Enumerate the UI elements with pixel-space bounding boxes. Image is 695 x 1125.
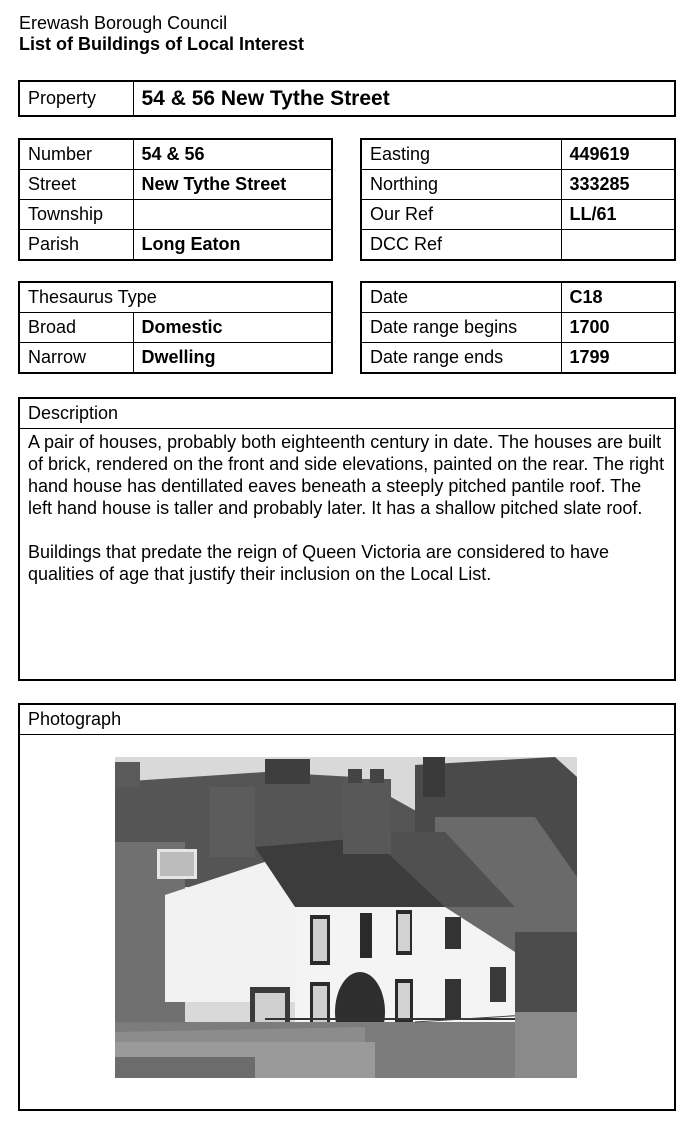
narrow-label: Narrow bbox=[19, 343, 133, 374]
northing-value: 333285 bbox=[561, 170, 675, 200]
number-value: 54 & 56 bbox=[133, 139, 332, 170]
our-ref-value: LL/61 bbox=[561, 200, 675, 230]
parish-value: Long Eaton bbox=[133, 230, 332, 261]
table-row bbox=[361, 200, 675, 230]
date-value: C18 bbox=[561, 282, 675, 313]
table-row bbox=[19, 170, 332, 200]
broad-label: Broad bbox=[19, 313, 133, 343]
easting-value: 449619 bbox=[561, 139, 675, 170]
township-value bbox=[133, 200, 332, 230]
thesaurus-table bbox=[18, 281, 333, 374]
date-begins-label: Date range begins bbox=[361, 313, 561, 343]
township-label: Township bbox=[19, 200, 133, 230]
table-row bbox=[19, 139, 332, 170]
number-label: Number bbox=[19, 139, 133, 170]
description-box bbox=[18, 397, 676, 681]
property-label: Property bbox=[19, 81, 133, 116]
table-row bbox=[361, 139, 675, 170]
dcc-ref-value bbox=[561, 230, 675, 261]
description-body bbox=[20, 429, 674, 585]
table-row bbox=[361, 343, 675, 374]
date-ends-label: Date range ends bbox=[361, 343, 561, 374]
description-paragraph: A pair of houses, probably both eighteenth century in date. The houses are built of brick, rendered on the front and side elevations, painted on the rear. The right hand house has dentillated eaves beneath a steeply pitched pantile roof. The left hand house is taller and probably later. It has a shallow pitched slate roof. bbox=[28, 432, 665, 518]
date-label: Date bbox=[361, 282, 561, 313]
date-ends-value: 1799 bbox=[561, 343, 675, 374]
dcc-ref-label: DCC Ref bbox=[361, 230, 561, 261]
table-row bbox=[19, 343, 332, 374]
parish-label: Parish bbox=[19, 230, 133, 261]
property-table bbox=[18, 80, 676, 117]
table-row bbox=[361, 282, 675, 313]
table-row bbox=[361, 230, 675, 261]
property-value: 54 & 56 New Tythe Street bbox=[133, 81, 675, 116]
broad-value: Domestic bbox=[133, 313, 332, 343]
description-paragraph: Buildings that predate the reign of Queen Victoria are considered to have qualities of age that justify their inclusion on the Local List. bbox=[28, 542, 610, 584]
easting-label: Easting bbox=[361, 139, 561, 170]
date-begins-value: 1700 bbox=[561, 313, 675, 343]
dates-table bbox=[360, 281, 676, 374]
narrow-value: Dwelling bbox=[133, 343, 332, 374]
street-label: Street bbox=[19, 170, 133, 200]
street-value: New Tythe Street bbox=[133, 170, 332, 200]
council-name: Erewash Borough Council bbox=[19, 13, 228, 33]
our-ref-label: Our Ref bbox=[361, 200, 561, 230]
photograph-heading: Photograph bbox=[20, 705, 674, 735]
table-row bbox=[19, 282, 332, 313]
table-row bbox=[19, 200, 332, 230]
location-table bbox=[18, 138, 333, 261]
description-heading: Description bbox=[20, 399, 674, 429]
property-row bbox=[19, 81, 675, 116]
table-row bbox=[361, 170, 675, 200]
thesaurus-heading: Thesaurus Type bbox=[19, 282, 332, 313]
northing-label: Northing bbox=[361, 170, 561, 200]
table-row bbox=[19, 230, 332, 261]
table-row bbox=[361, 313, 675, 343]
building-photo bbox=[115, 757, 577, 1078]
table-row bbox=[19, 313, 332, 343]
reference-table bbox=[360, 138, 676, 261]
list-title: List of Buildings of Local Interest bbox=[19, 34, 305, 54]
